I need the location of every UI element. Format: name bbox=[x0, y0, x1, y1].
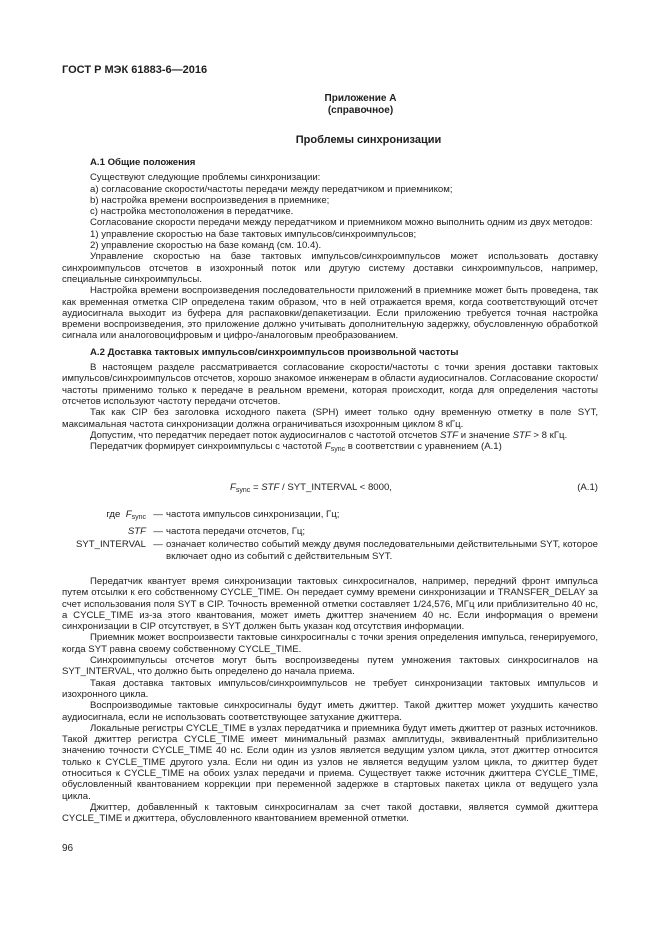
heading-a1: А.1 Общие положения bbox=[90, 157, 196, 168]
body-lower bbox=[62, 576, 598, 825]
a1-intro: Существуют следующие проблемы синхронизации: bbox=[90, 172, 321, 184]
tail-p1: Передатчик квантует время синхронизации тактовых синхросигналов, например, передний фронт импульса путем отсылки к его собственному CYCLE_TIME. Он передает сумму времени синхронизации и TRANSFER_DELAY за счет использования поля SYT в CIP. Точность временной отметки составляет 1/24,576, МГц или приблизительно 40 нс, а CYCLE_TIME из-за этого квантования, может иметь джиттер значением 40 нс. Если информация о времени синхронизации в CIP отсутствует, в SYT должен быть указан код отсутствия информации. bbox=[62, 576, 598, 633]
formula-number: (А.1) bbox=[577, 482, 598, 493]
a1-item-a: а) согласование скорости/частоты передачи между передатчиком и приемником; bbox=[90, 183, 453, 195]
formula-expression: $F_{sync}$ = STF / SYT_INTERVAL < 8000, bbox=[230, 482, 392, 494]
a2-para4: Передатчик формирует синхроимпульсы с частотой $F_{sync}$ в соответствии с уравнением (А.1) bbox=[90, 441, 502, 454]
a1-rate-intro: Согласование скорости передачи между передатчиком и приемником можно выполнить одним из двух методов: bbox=[90, 217, 593, 229]
heading-a2: А.2 Доставка тактовых импульсов/синхроимпульсов произвольной частоты bbox=[90, 346, 459, 358]
def-syt-interval: SYT_INTERVAL — означает количество событий между двумя последовательными действительными SYT, которое включает одно из событий с действительным SYT. bbox=[75, 539, 598, 562]
tail-p7: Джиттер, добавленный к тактовым синхросигналам за счет такой доставки, является суммой джиттера CYCLE_TIME и джиттера, обусловленного квантованием временной отметки. bbox=[62, 801, 598, 825]
a1-method-1: 1) управление скоростью на базе тактовых импульсов/синхроимпульсов; bbox=[90, 228, 417, 240]
tail-p6: Локальные регистры CYCLE_TIME в узлах передатчика и приемника будут иметь джиттер от разных источников. Такой джиттер регистра CYCLE_TIME имеет минимальный размах амплитуды, эквивалентный приблизительно значению точности CYCLE_TIME 40 нс. Если один из узлов является ведущим узлом цикла, этот джиттер относится только к CYCLE_TIME другого узла. Если ни один из узлов не является ведущим узлом цикла, то джиттер будет относиться к CYCLE_TIME на обоих узлах передачи и приема. Существует также источник джиттера CYCLE_TIME, обусловленный квантованием коррекции при переменной задержке в стартовых пакетах цикла от ведущего узла цикла. bbox=[62, 722, 598, 802]
tail-p4: Такая доставка тактовых импульсов/синхроимпульсов не требует синхронизации тактовых импульсов и изохронного цикла. bbox=[62, 677, 598, 700]
a1-para-playback: Настройка времени воспроизведения последовательности приложений в приемнике может быть проведена, так как временная отметка CIP определена таким образом, что в ней отражается время, когда соответствующий отсчет аудиосигнала выходит из буфера для распаковки/депакетизации. Если приложению требуется точная настройка времени воспроизведения, это приложение должно учитывать дополнительную задержку, обусловленную обработкой сигнала или аналоговоцифровым и цифро-/аналоговым преобразованием. bbox=[62, 285, 598, 342]
formula-a1 bbox=[62, 482, 598, 496]
tail-p5: Воспроизводимые тактовые синхросигналы будут иметь джиттер. Такой джиттер может ухудшить качество аудиосигнала, если не использовать соответствующее затухание джиттера. bbox=[62, 700, 598, 723]
definitions bbox=[62, 509, 598, 564]
standard-header: ГОСТ Р МЭК 61883-6—2016 bbox=[62, 64, 208, 76]
a1-item-b: b) настройка времени воспроизведения в приемнике; bbox=[90, 194, 330, 206]
def-stf: STF — частота передачи отсчетов, Гц; bbox=[127, 525, 306, 537]
def-fsync: где $F_{sync}$ — частота импульсов синхронизации, Гц; bbox=[106, 509, 340, 521]
a1-method-2: 2) управление скоростью на базе команд (см. 10.4). bbox=[90, 240, 322, 252]
a2-para3: Допустим, что передатчик передает поток аудиосигналов с частотой отсчетов STF и значение STF > 8 кГц. bbox=[90, 429, 568, 441]
section-title: Проблемы синхронизации bbox=[295, 134, 442, 146]
page-number: 96 bbox=[62, 843, 74, 854]
a1-item-c: с) настройка местоположения в передатчике. bbox=[90, 206, 294, 218]
annex-title: Приложение А bbox=[324, 93, 397, 104]
annex-type: (справочное) bbox=[327, 105, 394, 116]
a1-para-clock: Управление скоростью на базе тактовых импульсов/синхроимпульсов может использовать доставку синхроимпульсов отсчетов в изохронный поток или другую систему доставки синхроимпульсов, например, специальные синхроимпульсы. bbox=[62, 251, 598, 285]
tail-p3: Синхроимпульсы отсчетов могут быть воспроизведены путем умножения тактовых синхросигналов на SYT_INTERVAL, что должно быть определено до начала приема. bbox=[62, 655, 598, 678]
tail-p2: Приемник может воспроизвести тактовые синхросигналы с точки зрения определения импульса, генерируемого, когда SYT равна своему собственному CYCLE_TIME. bbox=[62, 632, 598, 655]
a2-para1: В настоящем разделе рассматривается согласование скорости/частоты с точки зрения доставки тактовых импульсов/синхроимпульсов отсчетов, хорошо знакомое инженерам в области аудиосигналов. Согласование скорости/частоты применимо только к передаче в реальном времени, которая происходит, когда для определения частоты отсчетов используют частоту передачи отсчетов. bbox=[62, 362, 598, 407]
a2-para2: Так как CIP без заголовка исходного пакета (SPH) имеет только одну временную отметку в поле SYT, максимальная частота синхронизации должна ограничиваться изохронным циклом 8 кГц. bbox=[62, 407, 598, 430]
body-upper bbox=[62, 157, 598, 455]
